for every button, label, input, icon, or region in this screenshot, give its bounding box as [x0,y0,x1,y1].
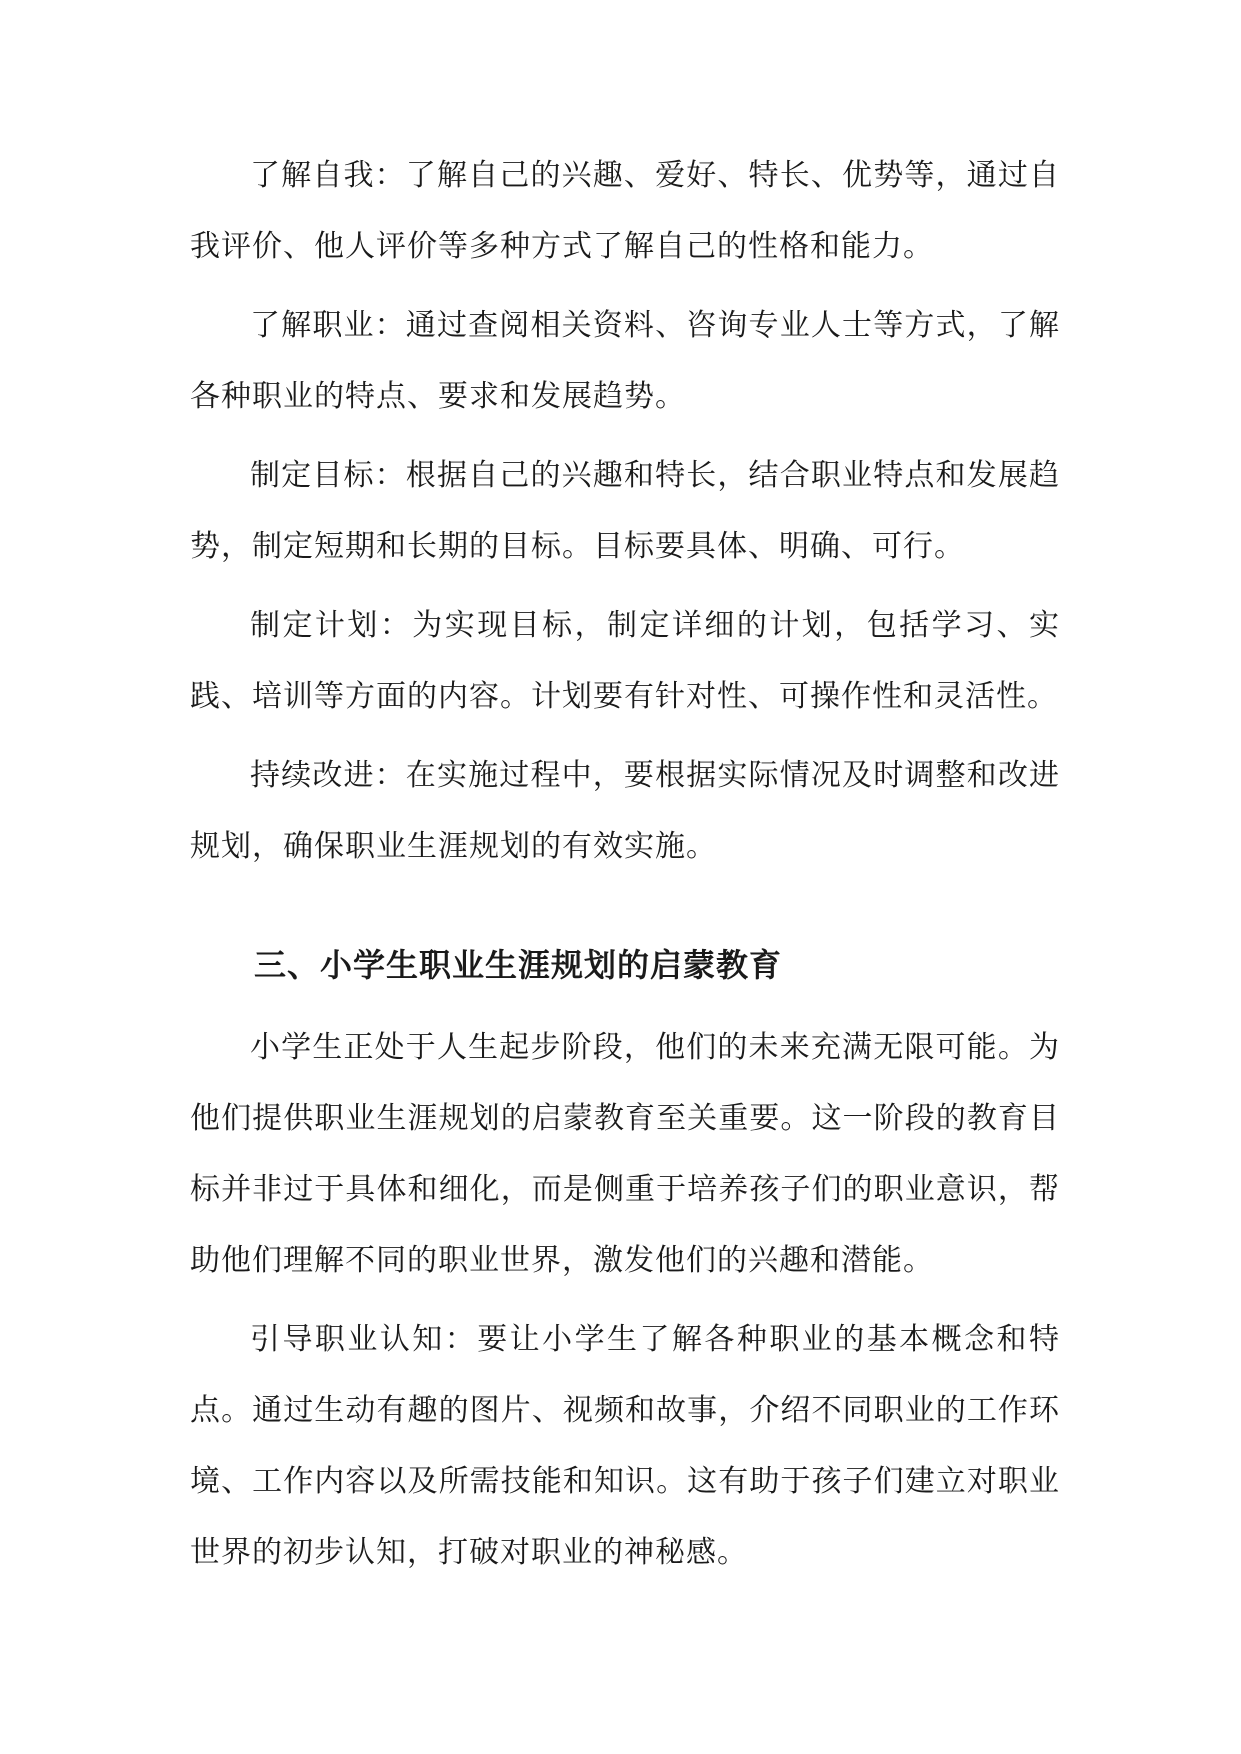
paragraph-continuous-improvement: 持续改进：在实施过程中，要根据实际情况及时调整和改进规划，确保职业生涯规划的有效实施。 [190,758,1060,864]
paragraph-career-cognition: 引导职业认知：要让小学生了解各种职业的基本概念和特点。通过生动有趣的图片、视频和故事，介绍不同职业的工作环境、工作内容以及所需技能和知识。这有助于孩子们建立对职业世界的初步认知，打破对职业的神秘感。 [190,1322,1060,1570]
document-body [190,140,1060,1596]
paragraph-career-understanding: 了解职业：通过查阅相关资料、咨询专业人士等方式，了解各种职业的特点、要求和发展趋势。 [190,308,1060,414]
paragraph-make-plan: 制定计划：为实现目标，制定详细的计划，包括学习、实践、培训等方面的内容。计划要有针对性、可操作性和灵活性。 [190,608,1060,714]
paragraph-primary-intro: 小学生正处于人生起步阶段，他们的未来充满无限可能。为他们提供职业生涯规划的启蒙教育至关重要。这一阶段的教育目标并非过于具体和细化，而是侧重于培养孩子们的职业意识，帮助他们理解不同的职业世界，激发他们的兴趣和潜能。 [190,1030,1060,1278]
paragraph-set-goals: 制定目标：根据自己的兴趣和特长，结合职业特点和发展趋势，制定短期和长期的目标。目标要具体、明确、可行。 [190,458,1060,564]
section-heading: 三、小学生职业生涯规划的启蒙教育 [254,946,783,984]
paragraph-self-understanding: 了解自我：了解自己的兴趣、爱好、特长、优势等，通过自我评价、他人评价等多种方式了解自己的性格和能力。 [190,158,1060,264]
